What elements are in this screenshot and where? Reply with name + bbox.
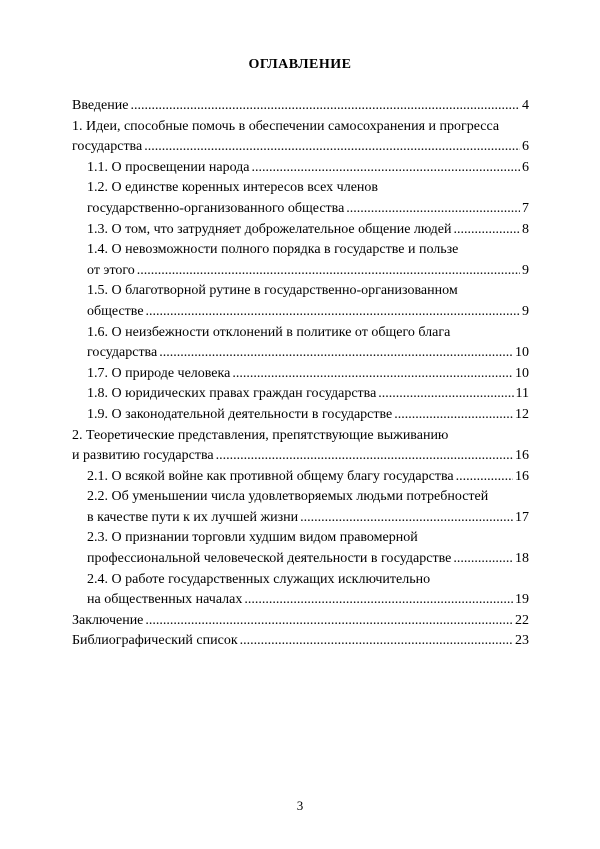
toc-entry-title: 2.4. О работе государственных служащих исключительно <box>87 571 431 587</box>
toc-leader-dots <box>144 137 520 158</box>
toc-entry-page: 16 <box>515 448 529 464</box>
toc-entry-page: 4 <box>522 98 529 113</box>
toc-entry-section-2-2[interactable] <box>72 487 529 528</box>
toc-leader-dots <box>453 549 513 570</box>
toc-entry-section-2-3[interactable] <box>72 528 529 569</box>
toc-leader-dots <box>454 220 521 241</box>
toc-entry-title: 1.4. О невозможности полного порядка в государстве и пользе <box>87 242 459 258</box>
toc-leader-dots <box>378 384 513 405</box>
toc-entry-bibliography[interactable] <box>72 631 529 652</box>
toc-entry-chapter-2[interactable] <box>72 426 529 467</box>
toc-entry-page: 6 <box>522 159 529 175</box>
toc-entry-title: 1.7. О природе человека <box>87 365 231 381</box>
toc-entry-page: 9 <box>522 303 529 319</box>
toc-entry-page: 17 <box>515 509 529 525</box>
toc-entry-page: 23 <box>515 633 529 649</box>
toc-entry-page: 11 <box>515 386 529 402</box>
toc-entry-title: 2. Теоретические представления, препятствующие выживанию <box>72 427 449 443</box>
toc-entry-chapter-1[interactable] <box>72 117 529 158</box>
toc-entry-section-1-8[interactable] <box>72 384 529 405</box>
toc-entry-section-2-1[interactable] <box>72 467 529 488</box>
toc-entry-title: 1.8. О юридических правах граждан государства <box>87 386 377 402</box>
toc-leader-dots <box>346 199 520 220</box>
toc-entry-title-continued: от этого <box>87 262 135 278</box>
toc-entry-title-continued: государственно-организованного общества <box>87 200 345 216</box>
toc-entry-section-1-5[interactable] <box>72 281 529 322</box>
toc-entry-title: Заключение <box>72 612 144 628</box>
toc-entry-section-2-4[interactable] <box>72 570 529 611</box>
toc-entry-section-1-9[interactable] <box>72 405 529 426</box>
toc-entry-title: 2.3. О признании торговли худшим видом правомерной <box>87 530 418 546</box>
toc-entry-page: 16 <box>515 468 529 484</box>
toc-entry-title: 1.3. О том, что затрудняет доброжелательное общение людей <box>87 221 452 237</box>
toc-entry-page: 19 <box>515 592 529 608</box>
toc-entry-page: 10 <box>515 365 529 381</box>
toc-entry-title-continued: государства <box>72 139 143 155</box>
toc-leader-dots <box>244 590 513 611</box>
toc-entry-page: 18 <box>515 551 529 567</box>
toc-entry-title: 1.9. О законодательной деятельности в государстве <box>87 406 393 422</box>
toc-leader-dots <box>145 611 513 632</box>
toc-entry-page: 9 <box>522 262 529 278</box>
toc-entry-title-continued: на общественных началах <box>87 592 243 608</box>
toc-entry-title: 1.5. О благотворной рутине в государственно-организованном <box>87 283 458 299</box>
toc-entry-title: 1.1. О просвещении народа <box>87 159 250 175</box>
toc-entry-page: 8 <box>522 221 529 237</box>
toc-entry-section-1-6[interactable] <box>72 323 529 364</box>
toc-entry-section-1-2[interactable] <box>72 178 529 219</box>
toc-entry-title: 1. Идеи, способные помочь в обеспечении самосохранения и прогресса <box>72 118 500 134</box>
toc-title: ОГЛАВЛЕНИЕ <box>248 57 352 72</box>
toc-entry-title: 2.1. О всякой войне как противной общему благу государства <box>87 468 454 484</box>
toc-leader-dots <box>456 467 513 488</box>
toc-entry-title: 2.2. Об уменьшении числа удовлетворяемых людьми потребностей <box>87 489 489 505</box>
table-of-contents <box>72 96 529 652</box>
toc-leader-dots <box>394 405 513 426</box>
toc-entry-title: Введение <box>72 98 129 113</box>
toc-entry-conclusion[interactable] <box>72 611 529 632</box>
toc-entry-title: Библиографический список <box>72 633 238 649</box>
toc-leader-dots <box>300 508 513 529</box>
toc-leader-dots <box>240 631 513 652</box>
toc-entry-title-continued: в качестве пути к их лучшей жизни <box>87 509 299 525</box>
toc-leader-dots <box>137 261 520 282</box>
toc-leader-dots <box>130 96 520 117</box>
toc-entry-section-1-1[interactable] <box>72 158 529 179</box>
toc-leader-dots <box>232 364 513 385</box>
toc-leader-dots <box>159 343 513 364</box>
page-number: 3 <box>296 798 304 813</box>
toc-entry-page: 10 <box>515 345 529 361</box>
toc-entry-introduction[interactable] <box>72 96 529 117</box>
toc-entry-section-1-4[interactable] <box>72 240 529 281</box>
toc-leader-dots <box>146 302 520 323</box>
toc-entry-title: 1.2. О единстве коренных интересов всех членов <box>87 180 379 196</box>
toc-entry-page: 12 <box>515 406 529 422</box>
toc-entry-section-1-3[interactable] <box>72 220 529 241</box>
toc-entry-title: 1.6. О неизбежности отклонений в политике от общего блага <box>87 324 451 340</box>
toc-entry-title-continued: профессиональной человеческой деятельности в государстве <box>87 551 452 567</box>
toc-entry-section-1-7[interactable] <box>72 364 529 385</box>
toc-leader-dots <box>252 158 520 179</box>
toc-entry-page: 22 <box>515 612 529 628</box>
toc-leader-dots <box>216 446 513 467</box>
toc-entry-title-continued: и развитию государства <box>72 448 214 464</box>
toc-entry-page: 6 <box>522 139 529 155</box>
toc-entry-title-continued: государства <box>87 345 158 361</box>
toc-entry-page: 7 <box>522 200 529 216</box>
toc-entry-title-continued: обществе <box>87 303 144 319</box>
